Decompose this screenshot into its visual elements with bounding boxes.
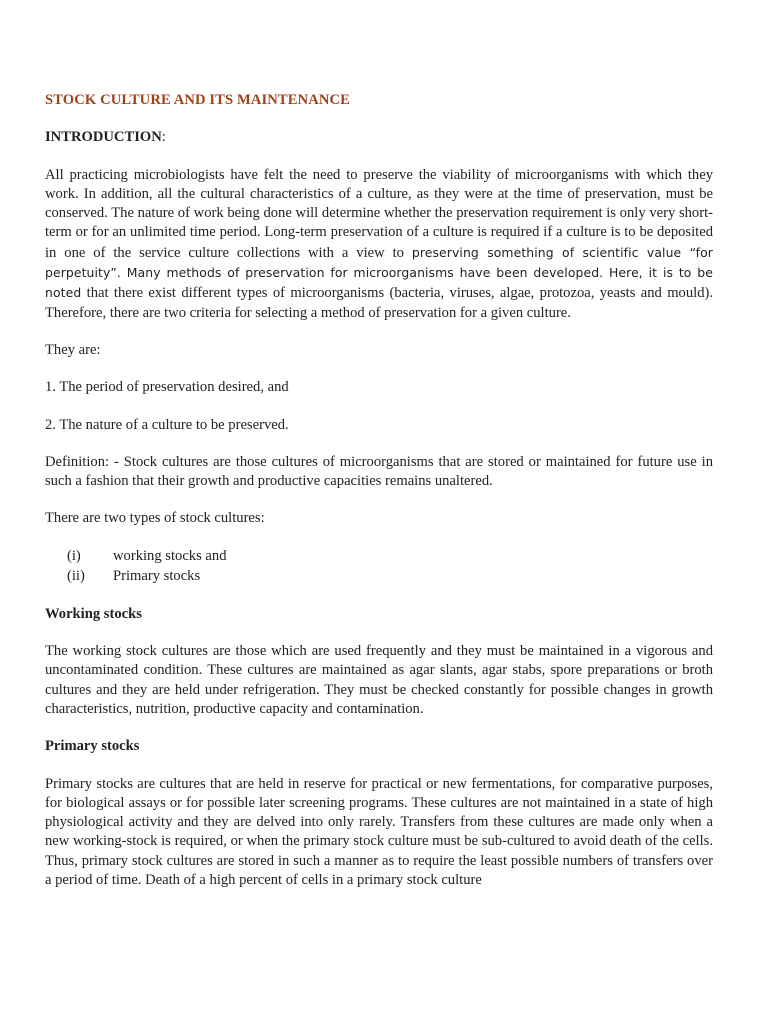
definition-paragraph: Definition: - Stock cultures are those cultures of microorganisms that are stored or maintained for future use in such a fashion that their growth and productive capacities remains unaltered. [45,453,713,490]
introduction-paragraph-part3: that there exist different types of microorganisms (bacteria, viruses, algae, protozoa, yeasts and mould). Therefore, there are two criteria for selecting a method of preservation for a given culture. [45,285,713,321]
introduction-paragraph-part1: All practicing microbiologists have felt the need to preserve the viability of microorganisms with which they work. In addition, all the cultural characteristics of a culture, as they were at the time of preservation, must be conserved. The nature of work being done will determine whether the preservation requirement is only very short-term or for an unlimited time period. Long-term preservation of a culture is required if a culture is to be deposited in one of the service culture collections with a view to [45,166,713,261]
primary-stocks-paragraph: Primary stocks are cultures that are held in reserve for practical or new fermentations, for comparative purposes, for biological assays or for possible later screening programs. These cultures are not maintained in a state of high physiological activity and they are delved into only rarely. Transfers from these cultures are made only when a new working-stock is required, or when the primary stock culture must be sub-cultured to avoid death of the cells. Thus, primary stock cultures are stored in such a manner as to require the least possible numbers of transfers over a period of time. Death of a high percent of cells in a primary stock culture [45,775,713,889]
introduction-heading [45,128,713,147]
list-item [45,547,713,567]
working-stocks-heading: Working stocks [45,605,142,622]
list-item [45,567,713,587]
they-are-label: They are: [45,341,101,358]
list-item-number: (ii) [67,567,85,584]
list-item-label: working stocks and [113,547,227,564]
criterion-1: 1. The period of preservation desired, and [45,379,289,396]
criterion-2: 2. The nature of a culture to be preserved. [45,416,289,433]
document-title: STOCK CULTURE AND ITS MAINTENANCE [45,92,350,108]
primary-stocks-heading: Primary stocks [45,738,140,755]
working-stocks-paragraph: The working stock cultures are those which are used frequently and they must be maintained in a vigorous and uncontaminated condition. These cultures are maintained as agar slants, agar stabs, spore preparations or broth cultures and they are held under refrigeration. They must be checked constantly for possible changes in growth characteristics, nutrition, productive capacity and contamination. [45,643,713,717]
introduction-paragraph [45,166,713,323]
list-item-label: Primary stocks [113,567,201,584]
stock-types-list [45,547,713,587]
list-item-number: (i) [67,547,81,564]
introduction-heading-colon: : [161,129,166,146]
introduction-paragraph-part2: preserving something of scientific value “for perpetuity”. Many methods of preservation for microorganisms have been developed. Here, it is to be noted [45,244,713,301]
introduction-heading-text: INTRODUCTION [45,129,162,146]
types-intro: There are two types of stock cultures: [45,510,265,527]
